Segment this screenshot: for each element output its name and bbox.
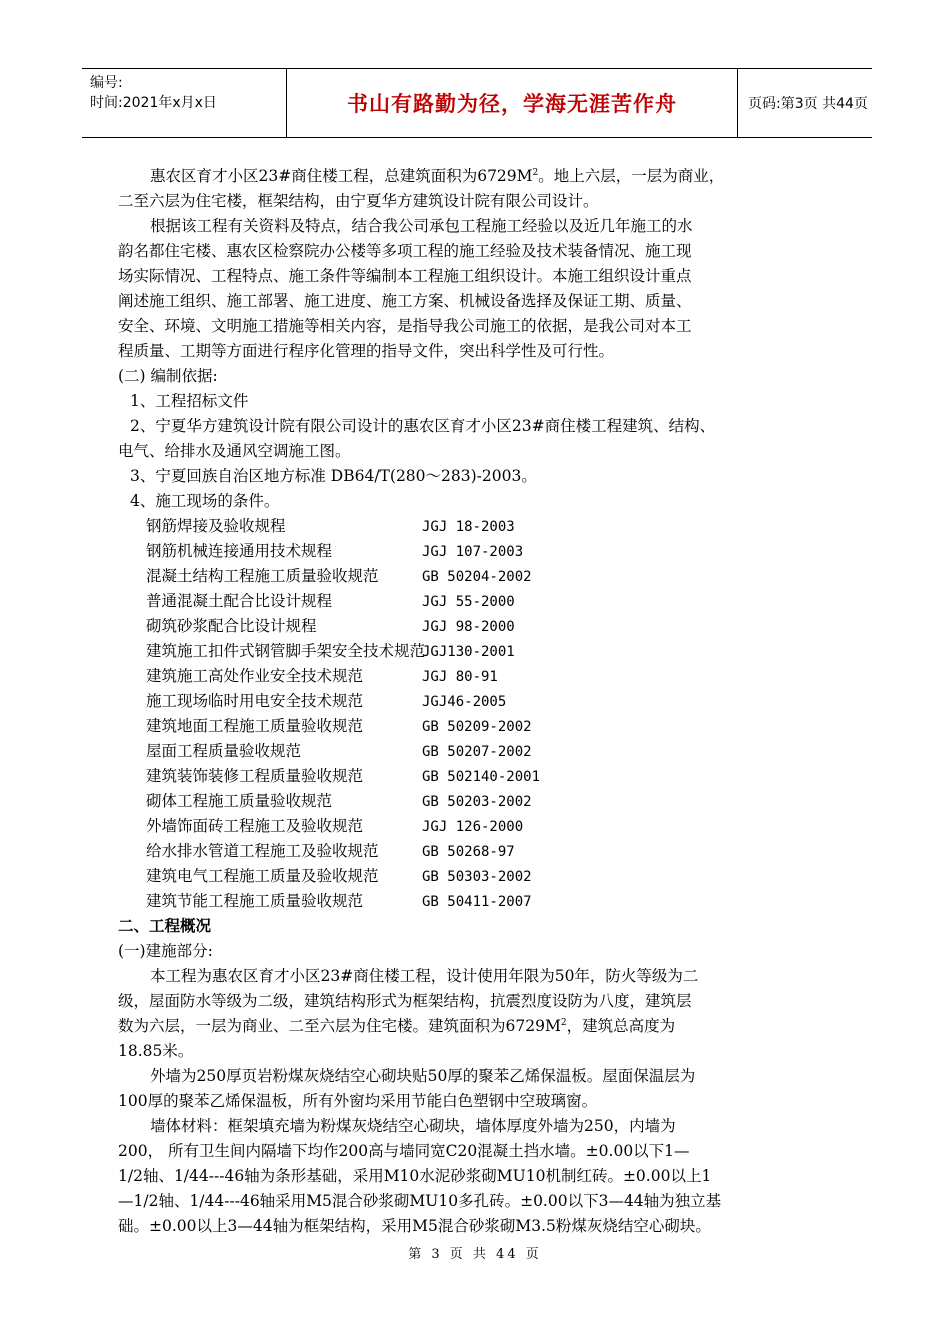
standard-row — [118, 689, 848, 714]
header-page-info: 页码:第3页 共44页 — [748, 96, 868, 112]
overview-line: 础。±0.00以上3—44轴为框架结构，采用M5混合砂浆砌M3.5粉煤灰烧结空心砌块。 — [118, 1217, 711, 1235]
standard-code: JGJ 55-2000 — [422, 594, 515, 610]
overview-line: 200， 所有卫生间内隔墙下均作200高与墙同宽C20混凝土挡水墙。±0.00以下1— — [118, 1142, 690, 1160]
basis-item-text: 3、宁夏回族自治区地方标准 DB64/T(280～283)-2003。 — [130, 467, 537, 485]
standard-row — [118, 864, 848, 889]
intro-line — [118, 164, 848, 189]
standard-code: JGJ46-2005 — [422, 694, 507, 710]
standard-row — [118, 589, 848, 614]
intro-line: 阐述施工组织、施工部署、施工进度、施工方案、机械设备选择及保证工期、质量、 — [118, 292, 692, 310]
intro-line: 二至六层为住宅楼，框架结构，由宁夏华方建筑设计院有限公司设计。 — [118, 192, 599, 210]
intro-line: 根据该工程有关资料及特点，结合我公司承包工程施工经验以及近几年施工的水 — [150, 217, 693, 235]
overview-line: 外墙为250厚页岩粉煤灰烧结空心砌块贴50厚的聚苯乙烯保温板。屋面保温层为 — [150, 1067, 696, 1085]
standard-name: 屋面工程质量验收规范 — [146, 742, 302, 760]
standard-name: 给水排水管道工程施工及验收规范 — [146, 842, 379, 860]
standard-row — [118, 839, 848, 864]
subsection-heading: (一)建施部分: — [118, 942, 213, 960]
basis-item — [118, 464, 848, 489]
overview-line: 1/2轴、1/44---46轴为条形基础，采用M10水泥砂浆砌MU10机制红砖。±0.00以上1 — [118, 1167, 712, 1185]
basis-item: 2、宁夏华方建筑设计院有限公司设计的惠农区育才小区23#商住楼工程建筑、结构、 — [130, 417, 716, 435]
standards-list — [118, 514, 848, 914]
page-header — [82, 68, 872, 138]
overview-line: 墙体材料：框架填充墙为粉煤灰烧结空心砌块，墙体厚度外墙为250，内墙为 — [150, 1117, 676, 1135]
overview-text: ，建筑总高度为 — [566, 1017, 676, 1035]
intro-text: 惠农区育才小区23#商住楼工程，总建筑面积为6729M — [150, 167, 533, 185]
header-date: 时间:2021年x月x日 — [90, 95, 217, 111]
overview-line: 本工程为惠农区育才小区23#商住楼工程，设计使用年限为50年，防火等级为二 — [150, 967, 699, 985]
standard-name: 混凝土结构工程施工质量验收规范 — [146, 567, 379, 585]
standard-code: GB 50411-2007 — [422, 894, 532, 910]
document-body — [118, 164, 848, 1239]
standard-name: 建筑施工高处作业安全技术规范 — [146, 667, 364, 685]
standard-name: 建筑施工扣件式钢管脚手架安全技术规范 — [146, 642, 426, 660]
intro-text: 。地上六层，一层为商业， — [538, 167, 725, 185]
basis-item: 4、施工现场的条件。 — [130, 492, 280, 510]
standard-code: GB 502140-2001 — [422, 769, 541, 785]
standard-name: 施工现场临时用电安全技术规范 — [146, 692, 364, 710]
intro-line: 程质量、工期等方面进行程序化管理的指导文件，突出科学性及可行性。 — [118, 342, 615, 360]
standard-code: JGJ 126-2000 — [422, 819, 524, 835]
standard-code: JGJ 107-2003 — [422, 544, 524, 560]
standard-name: 外墙饰面砖工程施工及验收规范 — [146, 817, 364, 835]
standard-row — [118, 764, 848, 789]
standard-code: GB 50303-2002 — [422, 869, 532, 885]
superscript: 2 — [532, 167, 539, 178]
page-footer: 第 3 页 共 44 页 — [408, 1247, 542, 1262]
overview-line — [118, 1014, 848, 1039]
standard-row — [118, 614, 848, 639]
standard-code: JGJ130-2001 — [422, 644, 515, 660]
intro-line: 场实际情况、工程特点、施工条件等编制本工程施工组织设计。本施工组织设计重点 — [118, 267, 692, 285]
standard-name: 普通混凝土配合比设计规程 — [146, 592, 333, 610]
standard-row — [118, 539, 848, 564]
basis-heading: (二) 编制依据: — [118, 367, 218, 385]
standard-name: 砌筑砂浆配合比设计规程 — [146, 617, 317, 635]
standard-code: GB 50209-2002 — [422, 719, 532, 735]
intro-line: 安全、环境、文明施工措施等相关内容，是指导我公司施工的依据，是我公司对本工 — [118, 317, 692, 335]
basis-item: 1、工程招标文件 — [130, 392, 249, 410]
standard-row — [118, 789, 848, 814]
standard-code: JGJ 18-2003 — [422, 519, 515, 535]
standard-row — [118, 739, 848, 764]
standard-name: 建筑节能工程施工质量验收规范 — [146, 892, 364, 910]
overview-line: 18.85米。 — [118, 1042, 194, 1060]
standard-code: JGJ 80-91 — [422, 669, 498, 685]
header-number: 编号: — [90, 75, 123, 91]
standard-name: 钢筋机械连接通用技术规程 — [146, 542, 333, 560]
overview-text: 数为六层，一层为商业、二至六层为住宅楼。建筑面积为6729M — [118, 1017, 561, 1035]
overview-line: 级，屋面防水等级为二级，建筑结构形式为框架结构，抗震烈度设防为八度，建筑层 — [118, 992, 692, 1010]
overview-line: 100厚的聚苯乙烯保温板，所有外窗均采用节能白色塑钢中空玻璃窗。 — [118, 1092, 598, 1110]
standard-name: 钢筋焊接及验收规程 — [146, 517, 286, 535]
section-heading: 二、工程概况 — [118, 917, 212, 935]
standard-row — [118, 889, 848, 914]
standard-row — [118, 564, 848, 589]
header-slogan: 书山有路勤为径，学海无涯苦作舟 — [347, 92, 677, 116]
standard-row — [118, 714, 848, 739]
basis-item-cont: 电气、给排水及通风空调施工图。 — [118, 442, 351, 460]
standard-row — [118, 664, 848, 689]
standard-code: JGJ 98-2000 — [422, 619, 515, 635]
superscript: 2 — [560, 1017, 567, 1028]
standard-code: GB 50207-2002 — [422, 744, 532, 760]
header-meta — [90, 73, 280, 113]
standard-row — [118, 514, 848, 539]
header-slogan-cell — [286, 69, 738, 137]
standard-code: GB 50203-2002 — [422, 794, 532, 810]
standard-name: 建筑装饰装修工程质量验收规范 — [146, 767, 364, 785]
standard-code: GB 50204-2002 — [422, 569, 532, 585]
standard-row — [118, 814, 848, 839]
overview-line: —1/2轴、1/44---46轴采用M5混合砂浆砌MU10多孔砖。±0.00以下3—44轴为独立基 — [118, 1192, 722, 1210]
intro-line: 韵名都住宅楼、惠农区检察院办公楼等多项工程的施工经验及技术装备情况、施工现 — [118, 242, 692, 260]
standard-name: 砌体工程施工质量验收规范 — [146, 792, 333, 810]
standard-name: 建筑电气工程施工质量及验收规范 — [146, 867, 379, 885]
standard-row — [118, 639, 848, 664]
standard-code: GB 50268-97 — [422, 844, 515, 860]
standard-name: 建筑地面工程施工质量验收规范 — [146, 717, 364, 735]
